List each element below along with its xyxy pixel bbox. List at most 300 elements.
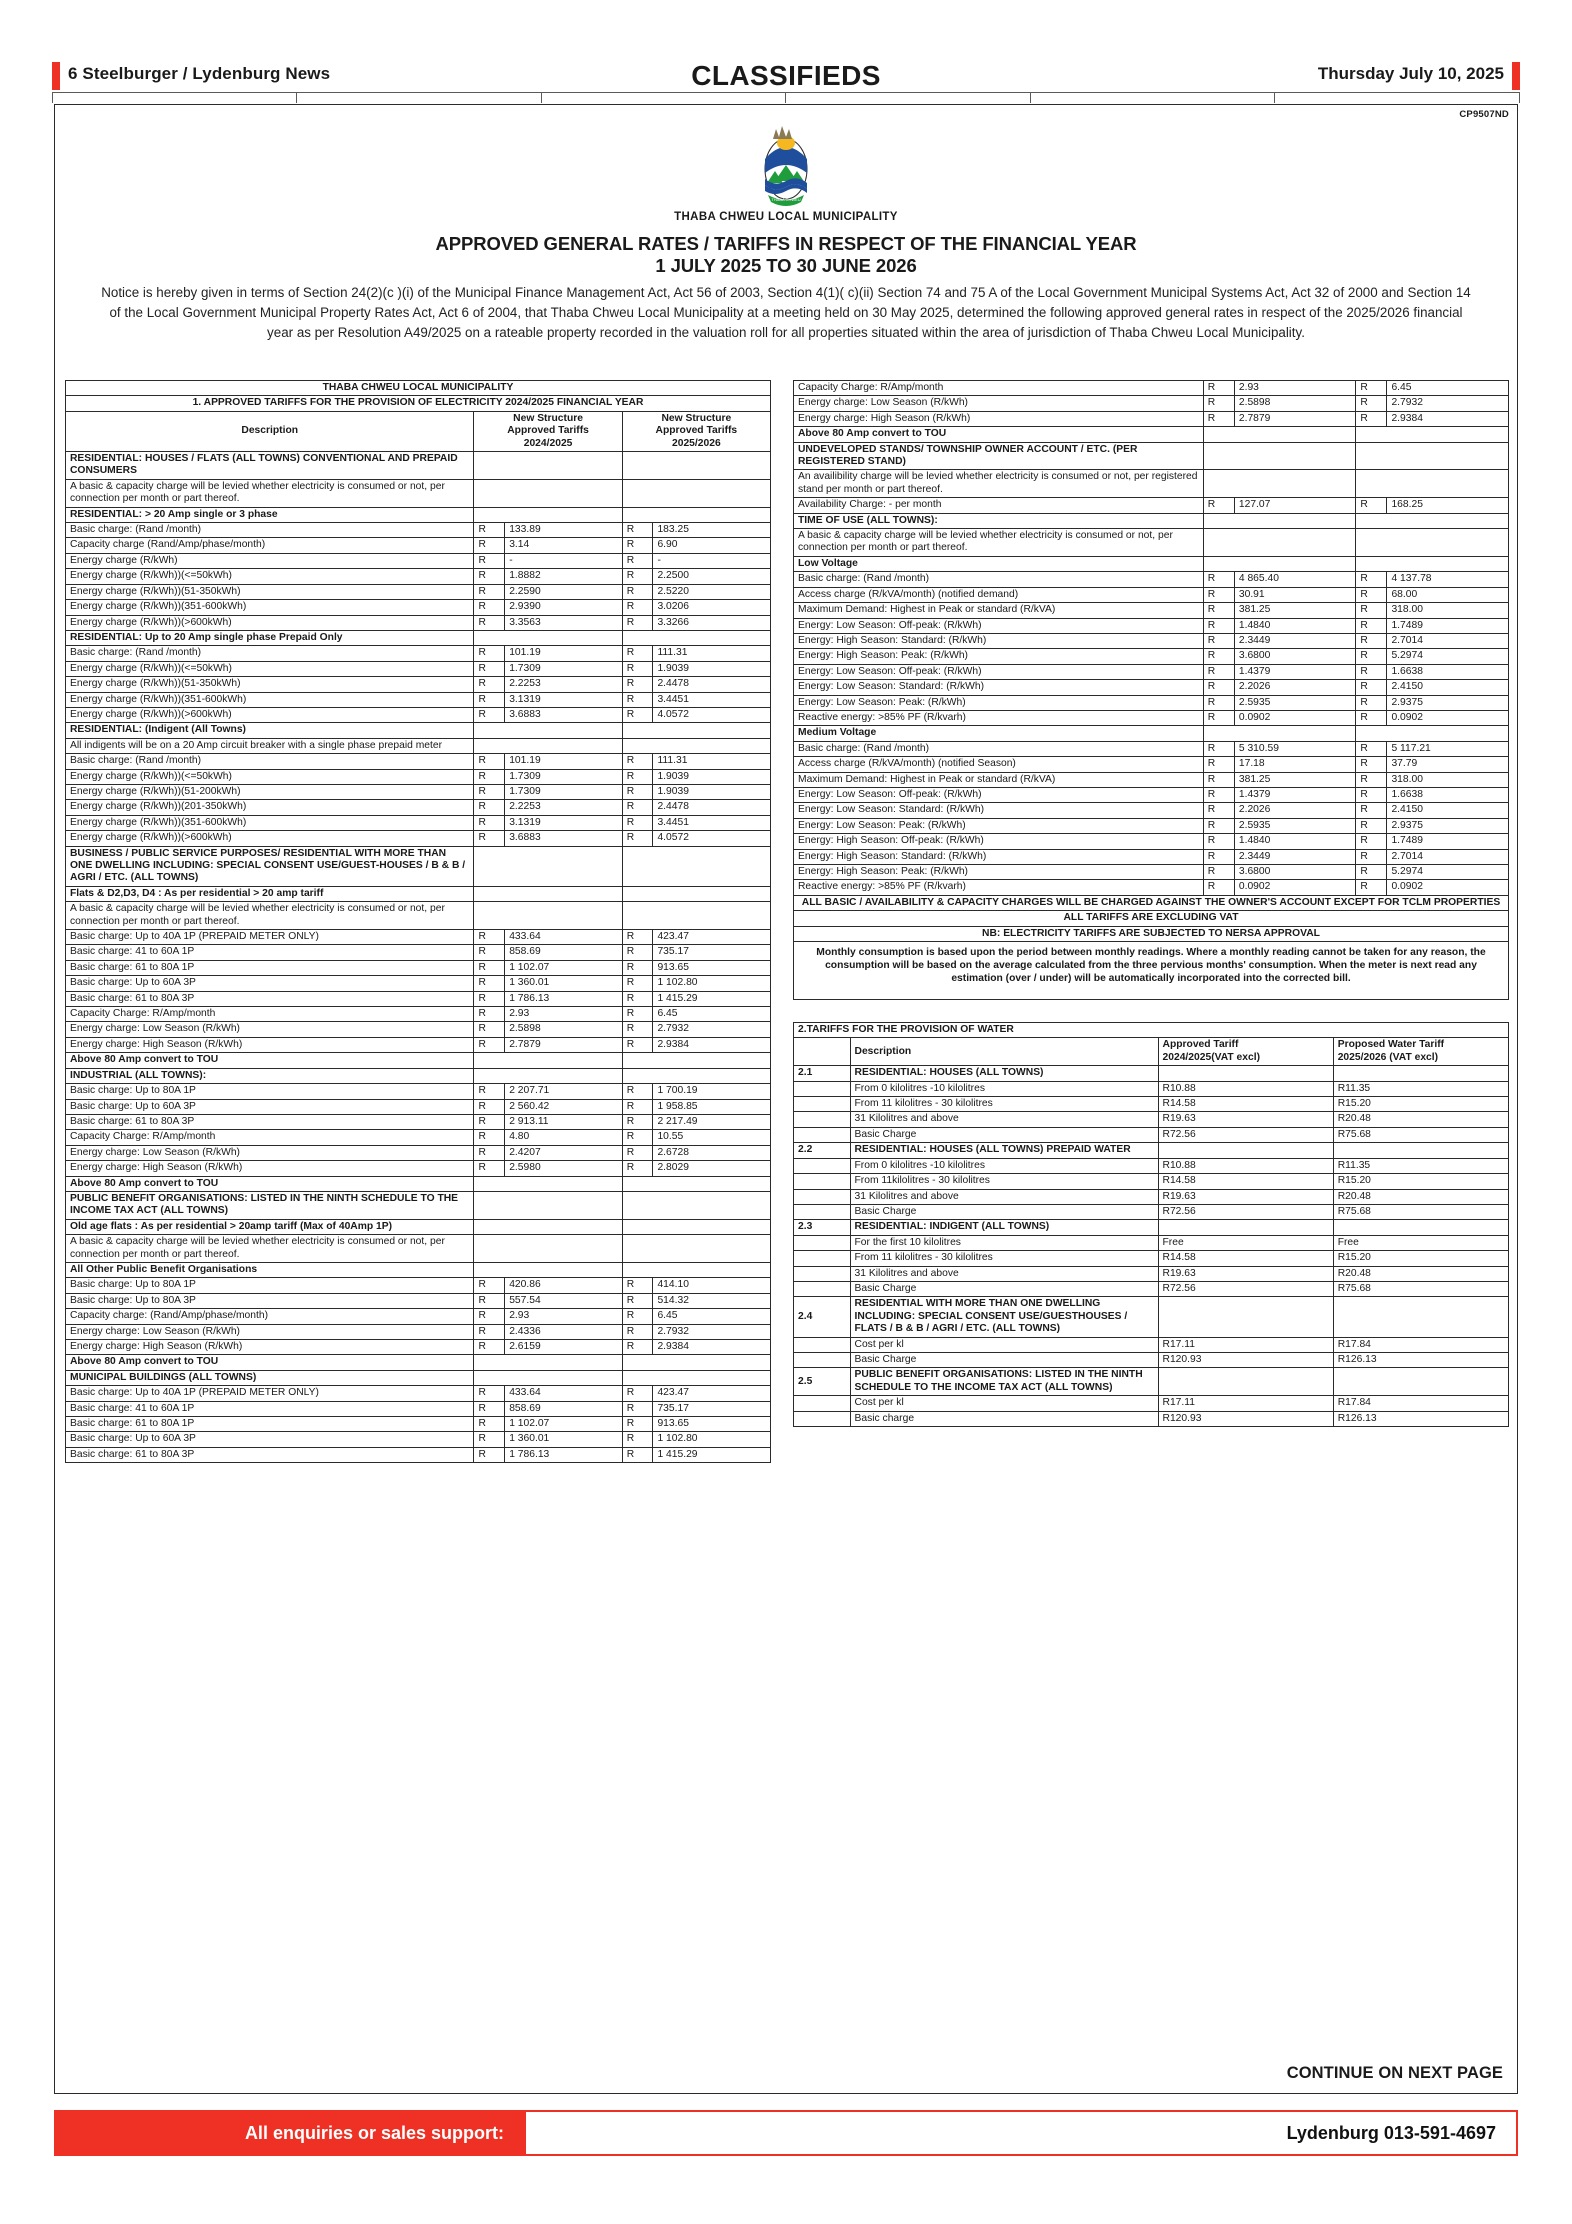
water-row-approved <box>1158 1368 1333 1396</box>
row-value-new: 1 415.29 <box>653 1447 771 1462</box>
municipality-crest-icon <box>753 121 819 207</box>
row-value-new <box>1356 442 1509 470</box>
water-row-proposed <box>1333 1143 1508 1158</box>
row-value-new: 3.4451 <box>653 815 771 830</box>
row-currency-new: R <box>622 831 653 846</box>
row-label: Energy: High Season: Peak: (R/kWh) <box>794 649 1204 664</box>
row-label: Energy charge: High Season (R/kWh) <box>66 1340 474 1355</box>
table-row <box>66 1037 771 1052</box>
row-currency-new: R <box>622 1007 653 1022</box>
row-currency-old: R <box>474 991 505 1006</box>
water-row-approved: R120.93 <box>1158 1352 1333 1367</box>
water-banner: 2.TARIFFS FOR THE PROVISION OF WATER <box>794 1023 1509 1038</box>
water-row-approved: R14.58 <box>1158 1251 1333 1266</box>
table-row <box>66 1447 771 1462</box>
row-value-old <box>474 1355 622 1370</box>
table-row <box>794 1220 1509 1235</box>
row-label: All Other Public Benefit Organisations <box>66 1262 474 1277</box>
electricity-footnotes <box>794 895 1509 999</box>
table-row <box>66 815 771 830</box>
row-label: Medium Voltage <box>794 726 1204 741</box>
row-value-old: 858.69 <box>505 945 622 960</box>
row-label: Access charge (R/kVA/month) (notified demand) <box>794 587 1204 602</box>
row-currency-new: R <box>622 523 653 538</box>
table-row <box>66 1370 771 1385</box>
table-row <box>66 692 771 707</box>
row-currency-new: R <box>622 692 653 707</box>
row-currency-old: R <box>1203 818 1234 833</box>
table-row <box>794 498 1509 513</box>
row-currency-old: R <box>1203 381 1234 396</box>
row-value-old: 101.19 <box>505 754 622 769</box>
row-value-new: 6.90 <box>653 538 771 553</box>
row-value-old: 4 865.40 <box>1234 572 1356 587</box>
table-row <box>794 1396 1509 1411</box>
row-currency-old: R <box>474 769 505 784</box>
row-value-new <box>622 1068 770 1083</box>
row-value-new <box>622 1235 770 1263</box>
table-row <box>794 1204 1509 1219</box>
row-currency-old: R <box>1203 849 1234 864</box>
water-row-approved: R19.63 <box>1158 1266 1333 1281</box>
table-row <box>66 538 771 553</box>
table-row <box>794 427 1509 442</box>
row-currency-old: R <box>474 1130 505 1145</box>
row-value-new <box>1356 427 1509 442</box>
row-value-new: 2.9375 <box>1387 818 1509 833</box>
table-row <box>66 1262 771 1277</box>
table-row <box>794 618 1509 633</box>
footer-phone: Lydenburg 013-591-4697 <box>1286 2122 1496 2143</box>
row-label: Basic charge: 61 to 80A 3P <box>66 991 474 1006</box>
water-row-number <box>794 1112 851 1127</box>
table-row <box>66 1340 771 1355</box>
row-currency-new: R <box>1356 633 1387 648</box>
advert-notice-paragraph: Notice is hereby given in terms of Section 24(2)(c )(i) of the Municipal Finance Management Act, Act 56 of 2003, Section 4(1)( c)(ii) Section 74 and 75 A of the Local Government Municipal Systems Act, Act 32 of 2000 and Section 14 of the Local Government Municipal Property Rates Act, Act 6 of 2004, that Thaba Chweu Local Municipality at a meeting held on 30 May 2025, determined the following approved general rates in respect of the 2025/2026 financial year as per Resolution A49/2025 on a rateable property recorded in the valuation roll for all properties situated within the area of jurisdiction of Thaba Chweu Local Municipality. <box>101 285 1471 340</box>
water-row-proposed: Free <box>1333 1235 1508 1250</box>
table-row <box>66 930 771 945</box>
row-value-old: 3.14 <box>505 538 622 553</box>
row-value-new: 2.9384 <box>1387 411 1509 426</box>
row-label: Energy charge (R/kWh))(51-200kWh) <box>66 784 474 799</box>
water-col-description: Description <box>850 1038 1158 1066</box>
masthead-section-title: CLASSIFIEDS <box>691 60 881 91</box>
water-row-description: From 0 kilolitres -10 kilolitres <box>850 1158 1158 1173</box>
row-label: Energy: High Season: Off-peak: (R/kWh) <box>794 834 1204 849</box>
water-row-proposed <box>1333 1297 1508 1337</box>
row-value-new: 1 102.80 <box>653 976 771 991</box>
row-currency-old: R <box>474 1447 505 1462</box>
row-value-old <box>474 1370 622 1385</box>
row-value-new: 2.6728 <box>653 1145 771 1160</box>
monthly-consumption-note: Monthly consumption is based upon the period between monthly readings. Where a monthly reading cannot be taken for any reason, the consumption will be based on the average calculated from the three pervious months' consumption. When the meter is next read any estimation (over / under) will be automatically incorporated into the corrected bill. <box>794 942 1509 1000</box>
row-value-old: 0.0902 <box>1234 880 1356 895</box>
row-label: Energy charge: High Season (R/kWh) <box>66 1037 474 1052</box>
water-row-description: From 11 kilolitres - 30 kilolitres <box>850 1251 1158 1266</box>
row-value-old: 1 360.01 <box>505 1432 622 1447</box>
row-value-new: 5.2974 <box>1387 865 1509 880</box>
row-value-old: 1 102.07 <box>505 1417 622 1432</box>
table-banner-row <box>66 396 771 411</box>
row-value-old <box>474 1176 622 1191</box>
table-row <box>66 1007 771 1022</box>
row-value-new: 37.79 <box>1387 757 1509 772</box>
col-header-description: Description <box>66 411 474 451</box>
row-value-new <box>622 1053 770 1068</box>
water-row-approved: R72.56 <box>1158 1204 1333 1219</box>
row-value-new: - <box>653 553 771 568</box>
table-row <box>66 1355 771 1370</box>
row-label: Energy: Low Season: Off-peak: (R/kWh) <box>794 664 1204 679</box>
row-value-new <box>622 1370 770 1385</box>
row-label: Reactive energy: >85% PF (R/kvarh) <box>794 710 1204 725</box>
row-note: A basic & capacity charge will be levied whether electricity is consumed or not, per connection per month or part thereof. <box>794 529 1204 557</box>
water-row-proposed: R11.35 <box>1333 1081 1508 1096</box>
row-label: BUSINESS / PUBLIC SERVICE PURPOSES/ RESIDENTIAL WITH MORE THAN ONE DWELLING INCLUDING: SPECIAL CONSENT USE/GUEST-HOUSES / B & B / AGRI / ETC. (ALL TOWNS) <box>66 846 474 886</box>
table-row <box>66 1219 771 1234</box>
row-label: Energy charge: Low Season (R/kWh) <box>66 1324 474 1339</box>
row-label: RESIDENTIAL: > 20 Amp single or 3 phase <box>66 507 474 522</box>
row-value-new <box>622 1219 770 1234</box>
row-value-new: 4 137.78 <box>1387 572 1509 587</box>
water-col-proposed-line1: Proposed Water Tariff <box>1337 1039 1445 1051</box>
row-currency-old: R <box>474 1022 505 1037</box>
table-row <box>66 886 771 901</box>
table-row <box>66 1401 771 1416</box>
row-value-new: 2.2500 <box>653 569 771 584</box>
table-row <box>66 479 771 507</box>
row-value-new: 514.32 <box>653 1293 771 1308</box>
table-row <box>66 754 771 769</box>
row-value-new: 1 958.85 <box>653 1099 771 1114</box>
table-row <box>794 1174 1509 1189</box>
row-currency-old: R <box>1203 411 1234 426</box>
row-value-old: 2.4207 <box>505 1145 622 1160</box>
advert-title-line1: APPROVED GENERAL RATES / TARIFFS IN RESPECT OF THE FINANCIAL YEAR <box>435 233 1137 254</box>
water-col-proposed-line2: 2025/2026 (VAT excl) <box>1337 1051 1439 1063</box>
row-label: Energy charge: Low Season (R/kWh) <box>66 1145 474 1160</box>
row-currency-new: R <box>1356 849 1387 864</box>
row-value-new: 1.6638 <box>1387 664 1509 679</box>
row-currency-new: R <box>622 661 653 676</box>
row-currency-new: R <box>622 754 653 769</box>
water-row-proposed: R17.84 <box>1333 1396 1508 1411</box>
row-label: Basic charge: Up to 40A 1P (PREPAID METER ONLY) <box>66 930 474 945</box>
masthead-publication: 6 Steelburger / Lydenburg News <box>68 64 331 83</box>
water-row-approved: R14.58 <box>1158 1174 1333 1189</box>
row-currency-old: R <box>474 1145 505 1160</box>
continue-notice: CONTINUE ON NEXT PAGE <box>1286 2064 1503 2082</box>
water-header-row <box>794 1038 1509 1066</box>
masthead <box>52 62 1520 90</box>
water-row-proposed: R126.13 <box>1333 1352 1508 1367</box>
col-header-old-line1: New Structure <box>513 412 583 424</box>
row-value-old <box>474 846 622 886</box>
row-value-new <box>622 1262 770 1277</box>
row-value-old: 2.5980 <box>505 1161 622 1176</box>
row-value-old <box>1203 470 1356 498</box>
table-row <box>794 757 1509 772</box>
row-currency-new: R <box>622 1340 653 1355</box>
row-value-old: 2.3449 <box>1234 849 1356 864</box>
row-value-new: 423.47 <box>653 1386 771 1401</box>
water-row-proposed <box>1333 1368 1508 1396</box>
row-label: Basic charge: (Rand /month) <box>794 741 1204 756</box>
row-label: Energy charge (R/kWh) <box>66 553 474 568</box>
row-label: Energy charge (R/kWh))(201-350kWh) <box>66 800 474 815</box>
table-row <box>66 784 771 799</box>
table-row <box>794 849 1509 864</box>
row-value-new: 3.3266 <box>653 615 771 630</box>
row-label: Access charge (R/kVA/month) (notified Season) <box>794 757 1204 772</box>
row-value-old <box>474 723 622 738</box>
row-value-old <box>1203 529 1356 557</box>
footnote: ALL TARIFFS ARE EXCLUDING VAT <box>794 911 1509 926</box>
row-currency-old: R <box>474 831 505 846</box>
row-value-new: 1 700.19 <box>653 1084 771 1099</box>
water-row-proposed: R20.48 <box>1333 1266 1508 1281</box>
water-col-number <box>794 1038 851 1066</box>
row-note: A basic & capacity charge will be levied whether electricity is consumed or not, per connection per month or part thereof. <box>66 479 474 507</box>
row-label: Capacity Charge: R/Amp/month <box>66 1007 474 1022</box>
water-row-proposed: R15.20 <box>1333 1174 1508 1189</box>
row-value-new: 1.7489 <box>1387 834 1509 849</box>
row-value-new <box>622 846 770 886</box>
row-value-old <box>474 1262 622 1277</box>
advert-title <box>95 233 1477 277</box>
row-label: Energy charge (R/kWh))(351-600kWh) <box>66 815 474 830</box>
table-row <box>66 1293 771 1308</box>
row-label: Energy: Low Season: Off-peak: (R/kWh) <box>794 787 1204 802</box>
row-label: Basic charge: Up to 60A 3P <box>66 976 474 991</box>
row-value-old: 5 310.59 <box>1234 741 1356 756</box>
row-currency-old: R <box>474 800 505 815</box>
table-row <box>66 846 771 886</box>
water-row-number <box>794 1235 851 1250</box>
row-currency-old: R <box>474 1293 505 1308</box>
table-row <box>794 442 1509 470</box>
row-label: Basic charge: Up to 60A 3P <box>66 1099 474 1114</box>
row-currency-old: R <box>474 1417 505 1432</box>
row-currency-new: R <box>622 646 653 661</box>
electricity-table-left <box>65 380 771 1463</box>
row-currency-old: R <box>474 930 505 945</box>
table-row <box>794 942 1509 1000</box>
water-row-description: Basic Charge <box>850 1352 1158 1367</box>
row-value-new: 735.17 <box>653 945 771 960</box>
row-value-old <box>474 886 622 901</box>
row-currency-new: R <box>622 1114 653 1129</box>
row-currency-old: R <box>474 976 505 991</box>
table-row <box>66 960 771 975</box>
row-currency-old: R <box>1203 695 1234 710</box>
water-row-description: Cost per kl <box>850 1396 1158 1411</box>
row-currency-new: R <box>622 1417 653 1432</box>
table-row <box>794 1368 1509 1396</box>
electricity-banner-2: 1. APPROVED TARIFFS FOR THE PROVISION OF ELECTRICITY 2024/2025 FINANCIAL YEAR <box>66 396 771 411</box>
row-currency-old: R <box>1203 757 1234 772</box>
water-table <box>793 1022 1509 1427</box>
table-row <box>794 926 1509 941</box>
table-row <box>66 1114 771 1129</box>
table-row <box>66 1191 771 1219</box>
table-row <box>66 1099 771 1114</box>
water-row-proposed <box>1333 1220 1508 1235</box>
row-value-new: 2.7932 <box>1387 396 1509 411</box>
row-currency-new: R <box>1356 787 1387 802</box>
row-currency-new: R <box>1356 757 1387 772</box>
row-value-old: 2.4336 <box>505 1324 622 1339</box>
row-value-new <box>1356 556 1509 571</box>
row-label: Maximum Demand: Highest in Peak or standard (R/kVA) <box>794 772 1204 787</box>
row-value-new: 2.9384 <box>653 1037 771 1052</box>
water-row-approved: R17.11 <box>1158 1396 1333 1411</box>
row-value-new: 2.4478 <box>653 677 771 692</box>
row-currency-new: R <box>622 1386 653 1401</box>
row-currency-old: R <box>474 692 505 707</box>
row-label: INDUSTRIAL (ALL TOWNS): <box>66 1068 474 1083</box>
row-currency-new: R <box>1356 649 1387 664</box>
water-row-description: 31 Kilolitres and above <box>850 1112 1158 1127</box>
row-currency-old: R <box>1203 498 1234 513</box>
row-value-new: 414.10 <box>653 1278 771 1293</box>
water-row-approved <box>1158 1297 1333 1337</box>
table-row <box>794 726 1509 741</box>
water-row-approved: R17.11 <box>1158 1337 1333 1352</box>
row-value-new: 1.9039 <box>653 784 771 799</box>
table-row <box>794 633 1509 648</box>
water-row-description: RESIDENTIAL: HOUSES (ALL TOWNS) PREPAID WATER <box>850 1143 1158 1158</box>
row-currency-new: R <box>622 553 653 568</box>
row-label: Energy charge (R/kWh))(351-600kWh) <box>66 600 474 615</box>
row-label: Above 80 Amp convert to TOU <box>794 427 1204 442</box>
water-col-approved <box>1158 1038 1333 1066</box>
row-currency-new: R <box>1356 880 1387 895</box>
table-row <box>66 1278 771 1293</box>
row-currency-old: R <box>1203 618 1234 633</box>
water-row-approved: R19.63 <box>1158 1189 1333 1204</box>
table-row <box>794 587 1509 602</box>
row-label: Energy: High Season: Standard: (R/kWh) <box>794 633 1204 648</box>
table-row <box>794 772 1509 787</box>
row-value-old <box>474 902 622 930</box>
col-header-new-tariff <box>622 411 770 451</box>
table-row <box>66 1130 771 1145</box>
water-row-number <box>794 1081 851 1096</box>
row-value-new: 111.31 <box>653 646 771 661</box>
row-label: Basic charge: 41 to 60A 1P <box>66 945 474 960</box>
table-row <box>66 646 771 661</box>
row-value-old: - <box>505 553 622 568</box>
row-label: Energy charge: Low Season (R/kWh) <box>66 1022 474 1037</box>
row-value-new: 4.0572 <box>653 831 771 846</box>
row-value-old <box>1203 427 1356 442</box>
row-currency-old: R <box>1203 865 1234 880</box>
row-value-new: 1 102.80 <box>653 1432 771 1447</box>
row-currency-old: R <box>1203 572 1234 587</box>
row-label: Above 80 Amp convert to TOU <box>66 1053 474 1068</box>
table-row <box>66 1022 771 1037</box>
row-value-old: 2.9390 <box>505 600 622 615</box>
row-label: Capacity Charge: R/Amp/month <box>794 381 1204 396</box>
water-row-approved <box>1158 1143 1333 1158</box>
row-label: Basic charge: (Rand /month) <box>66 754 474 769</box>
row-value-new: 168.25 <box>1387 498 1509 513</box>
row-currency-old: R <box>474 523 505 538</box>
row-label: Basic charge: Up to 80A 1P <box>66 1084 474 1099</box>
row-value-old: 2.2590 <box>505 584 622 599</box>
row-value-old: 2.93 <box>505 1007 622 1022</box>
row-label: TIME OF USE (ALL TOWNS): <box>794 513 1204 528</box>
row-label: Reactive energy: >85% PF (R/kvarh) <box>794 880 1204 895</box>
table-row <box>794 1143 1509 1158</box>
table-row <box>794 1266 1509 1281</box>
row-value-old: 557.54 <box>505 1293 622 1308</box>
row-value-old <box>474 1068 622 1083</box>
row-currency-new: R <box>622 1037 653 1052</box>
table-row <box>794 710 1509 725</box>
table-row <box>794 1189 1509 1204</box>
row-value-new: 6.45 <box>653 1007 771 1022</box>
row-currency-new: R <box>1356 741 1387 756</box>
row-label: Energy charge (R/kWh))(51-350kWh) <box>66 677 474 692</box>
water-row-description: Basic Charge <box>850 1127 1158 1142</box>
row-value-old: 2.5898 <box>505 1022 622 1037</box>
row-value-old: 101.19 <box>505 646 622 661</box>
row-value-new <box>1356 726 1509 741</box>
row-currency-new: R <box>622 769 653 784</box>
row-currency-new: R <box>1356 664 1387 679</box>
row-label: MUNICIPAL BUILDINGS (ALL TOWNS) <box>66 1370 474 1385</box>
col-header-old-line2: Approved Tariffs <box>507 425 589 437</box>
row-value-old: 1.4379 <box>1234 664 1356 679</box>
row-currency-new: R <box>622 991 653 1006</box>
row-currency-new: R <box>1356 772 1387 787</box>
water-banner-row <box>794 1023 1509 1038</box>
table-row <box>66 630 771 645</box>
water-row-approved: R120.93 <box>1158 1411 1333 1426</box>
water-row-approved: R10.88 <box>1158 1158 1333 1173</box>
row-currency-old: R <box>474 1278 505 1293</box>
water-row-number: 2.2 <box>794 1143 851 1158</box>
row-label: Capacity charge: (Rand/Amp/phase/month) <box>66 1309 474 1324</box>
table-header-row <box>66 411 771 451</box>
table-row <box>794 513 1509 528</box>
row-label: Energy charge (R/kWh))(>600kWh) <box>66 707 474 722</box>
row-value-new: 1.9039 <box>653 769 771 784</box>
row-value-old: 1.4379 <box>1234 787 1356 802</box>
row-value-old: 433.64 <box>505 930 622 945</box>
row-value-old: 3.6883 <box>505 831 622 846</box>
row-currency-old: R <box>1203 772 1234 787</box>
row-value-new: 111.31 <box>653 754 771 769</box>
row-currency-old: R <box>474 661 505 676</box>
water-row-proposed: R15.20 <box>1333 1097 1508 1112</box>
row-currency-new: R <box>1356 396 1387 411</box>
electricity-table-right <box>793 380 1509 1000</box>
table-row <box>794 470 1509 498</box>
row-note: A basic & capacity charge will be levied whether electricity is consumed or not, per connection per month or part thereof. <box>66 1235 474 1263</box>
row-value-old: 3.1319 <box>505 815 622 830</box>
row-value-old: 1.4840 <box>1234 834 1356 849</box>
water-col-approved-line2: 2024/2025(VAT excl) <box>1162 1051 1261 1063</box>
water-row-approved: R19.63 <box>1158 1112 1333 1127</box>
table-row <box>66 677 771 692</box>
row-value-new: 2.4150 <box>1387 803 1509 818</box>
row-value-old: 3.6800 <box>1234 865 1356 880</box>
row-label: Basic charge: (Rand /month) <box>794 572 1204 587</box>
row-currency-new: R <box>1356 603 1387 618</box>
